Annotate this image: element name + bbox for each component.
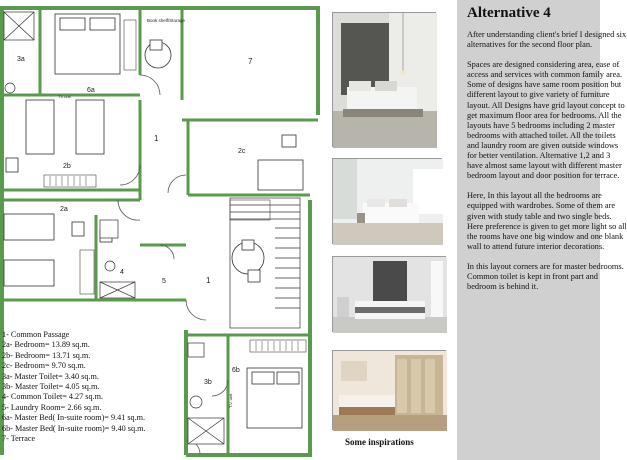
room-label-4: 4: [120, 269, 124, 276]
inspiration-photo-4: [332, 350, 446, 430]
panel-body: [467, 30, 627, 302]
room-label-7: 7: [248, 57, 253, 66]
room-label-6a: 6a: [87, 87, 95, 94]
room-label-3b: 3b: [204, 379, 212, 386]
legend-item: 1- Common Passage: [2, 330, 70, 339]
legend-item: 4- Common Toilet= 4.27 sq.m.: [2, 392, 104, 402]
panel-paragraph: After understanding client's brief I designed six alternatives for the second floor plan.: [467, 30, 627, 50]
panel-paragraph: Spaces are designed considering area, ease of access and services with common family area. Some of designs have same room position but different layout to give variety of furniture layout. All Designs have grid layout concept to get maximum floor area for bedrooms. All the layouts have 5 bedrooms including 2 master bedrooms with attached toilet. All the toilets and laundry room are given outside windows for better ventilation. Alternative 1,2 and 3 have almost same layout with different master bedroom layout and door position for terrace.: [467, 60, 625, 181]
inspirations-caption: Some inspirations: [345, 437, 414, 447]
panel-paragraph: In this layout corners are for master bedrooms. Common toilet is kept in front part and bedroom is behind it.: [467, 261, 624, 292]
room-label-1-mid: 1: [206, 276, 211, 285]
room-label-5: 5: [162, 278, 166, 285]
room-label-2c: 2c: [238, 148, 246, 155]
room-label-3a: 3a: [17, 56, 25, 63]
legend-item: 3a- Master Toilet= 3.40 sq.m.: [2, 371, 99, 381]
panel-paragraph: Here, In this layout all the bedrooms are equipped with wardrobes. Some of them are given with study table and two single beds. Here preference is given to get more light so all the rooms have one big window and one blank wall to attend future interior decorations.: [467, 191, 627, 251]
panel-title: Alternative 4: [467, 5, 551, 21]
legend-item: 2a- Bedroom= 13.89 sq.m.: [2, 340, 90, 350]
inspiration-photo-3: [332, 256, 446, 332]
room-label-6b: 6b: [232, 367, 240, 374]
room-legend: [2, 330, 180, 444]
legend-item: 2c- Bedroom= 9.70 sq.m.: [2, 361, 86, 371]
legend-item: 6a- Master Bed( In-suite room)= 9.41 sq.m.: [2, 413, 146, 423]
inspiration-photo-2: [332, 158, 442, 244]
bookshelf-label: Book shelf/Storage: [147, 18, 186, 23]
legend-item: 7- Terrace: [2, 434, 36, 444]
legend-item: 3b- Master Toilet= 4.05 sq.m.: [2, 382, 100, 392]
room-label-2b: 2b: [63, 163, 71, 170]
legend-item: 5- Laundry Room= 2.66 sq.m.: [2, 402, 102, 412]
inspiration-photo-1: [332, 12, 436, 147]
room-label-1-top: 1: [154, 134, 159, 143]
legend-item: 6b- Master Bed( In-suite room)= 9.40 sq.m.: [2, 423, 146, 433]
tv-unit-b-label: T.V. unit: [228, 393, 233, 408]
description-panel: [457, 0, 627, 460]
tv-unit-label: TV unit: [58, 94, 71, 99]
room-label-2a: 2a: [60, 206, 68, 213]
legend-item: 2b- Bedroom= 13.71 sq.m.: [2, 350, 91, 360]
